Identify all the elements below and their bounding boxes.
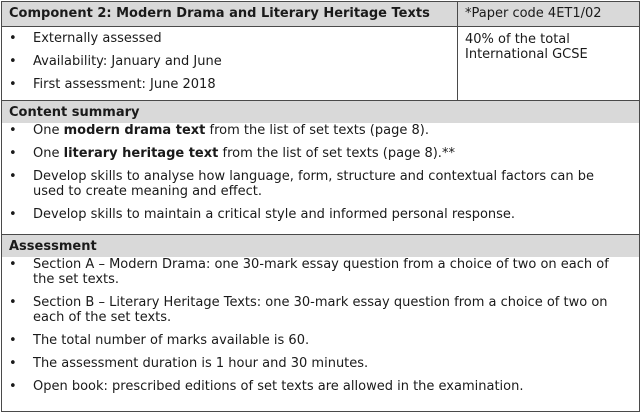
- header-row: [2, 2, 640, 27]
- content-summary-list: [2, 123, 639, 222]
- content-summary-row: [2, 101, 640, 235]
- list-item: • One literary heritage text from the list of set texts (page 8).**: [2, 146, 639, 161]
- paper-code: *Paper code 4ET1/02: [465, 6, 602, 21]
- assessment-row: [2, 235, 640, 412]
- list-item: • The assessment duration is 1 hour and 30 minutes.: [2, 356, 639, 371]
- assessment-list: [2, 257, 639, 394]
- content-summary-cell: [2, 101, 640, 235]
- weighting-text: 40% of the total International GCSE: [465, 32, 588, 62]
- emphasis: modern drama text: [63, 123, 206, 138]
- assessment-cell: [2, 235, 640, 412]
- component-table: [1, 1, 640, 412]
- emphasis: literary heritage text: [63, 146, 219, 161]
- list-item: • Open book: prescribed editions of set texts are allowed in the examination.: [2, 379, 639, 394]
- content-summary-heading: Content summary: [2, 101, 639, 123]
- list-item: • Develop skills to analyse how language, form, structure and contextual factors can be used to create meaning and effect.: [2, 169, 639, 199]
- assessment-heading: Assessment: [2, 235, 639, 257]
- list-item: • Section B – Literary Heritage Texts: one 30-mark essay question from a choice of two on each of the set texts.: [2, 295, 639, 325]
- list-item: • Section A – Modern Drama: one 30-mark essay question from a choice of two on each of the set texts.: [2, 257, 639, 287]
- list-item: • The total number of marks available is 60.: [2, 333, 639, 348]
- header-title-cell: [2, 2, 458, 27]
- list-item: • Availability: January and June: [2, 54, 457, 69]
- list-item: • One modern drama text from the list of set texts (page 8).: [2, 123, 639, 138]
- list-item: • Externally assessed: [2, 31, 457, 46]
- list-item: • Develop skills to maintain a critical style and informed personal response.: [2, 207, 639, 222]
- overview-row: [2, 27, 640, 101]
- component-title: Component 2: Modern Drama and Literary Heritage Texts: [9, 6, 430, 21]
- header-code-cell: [458, 2, 640, 27]
- weighting-cell: [458, 27, 640, 101]
- list-item: • First assessment: June 2018: [2, 77, 457, 92]
- overview-list: [2, 27, 457, 92]
- overview-cell: [2, 27, 458, 101]
